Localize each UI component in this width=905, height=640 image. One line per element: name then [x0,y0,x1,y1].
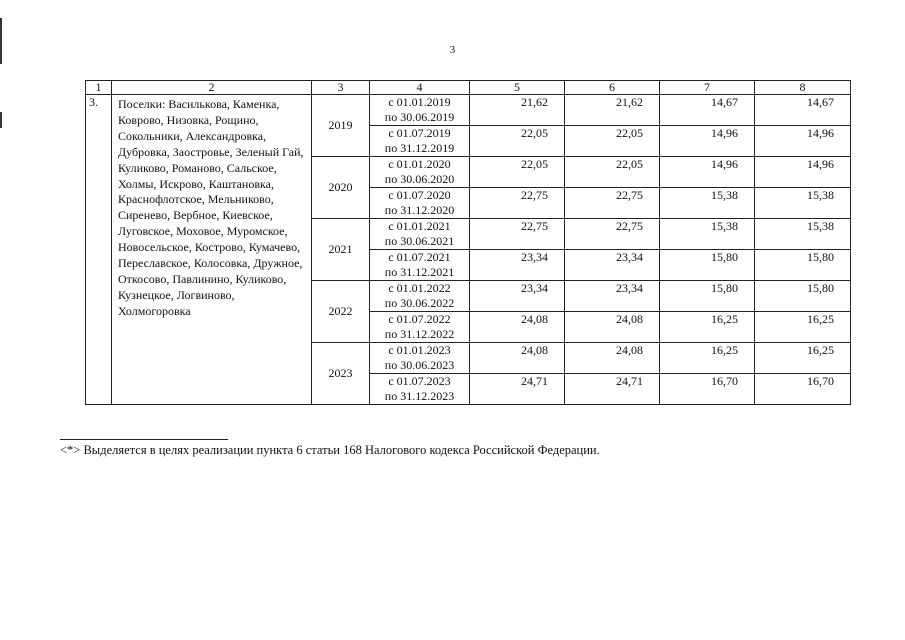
period-cell [370,281,470,312]
value-cell: 15,38 [660,188,755,219]
period-to: по 31.12.2019 [384,141,455,155]
value-cell: 22,05 [470,157,565,188]
value-cell: 24,08 [565,343,660,374]
settlements-list: Поселки: Василькова, Каменка, Коврово, Низовка, Рощино, Сокольники, Александровка, Дубровка, Заостровье, Зеленый Гай, Куликово, Романово, Сальское, Холмы, Искрово, Каштановка, Краснофлотское, Мельниково, Сиренево, Вербное, Киевское, Луговское, Моховое, Муромское, Новосельское, Кострово, Кумачево, Переславское, Колосовка, Дружное, Откосово, Павлинино, Куликово, Кузнецкое, Логвиново, Холмогоровка [112,95,312,405]
value-cell: 21,62 [565,95,660,126]
value-cell: 15,80 [755,281,851,312]
value-cell: 14,96 [755,157,851,188]
tariff-table [85,80,851,405]
value-cell: 23,34 [470,250,565,281]
period-to: по 30.06.2023 [384,358,455,372]
value-cell: 15,80 [660,281,755,312]
value-cell: 16,25 [755,343,851,374]
value-cell: 24,08 [565,312,660,343]
column-header: 3 [312,81,370,95]
table-header-row [86,81,851,95]
margin-mark-bottom [0,112,2,128]
column-header: 8 [755,81,851,95]
period-cell [370,343,470,374]
column-header: 6 [565,81,660,95]
period-to: по 30.06.2020 [384,172,455,186]
value-cell: 14,67 [755,95,851,126]
period-to: по 31.12.2022 [384,327,455,341]
year-cell: 2021 [312,219,370,281]
period-cell [370,250,470,281]
period-cell [370,126,470,157]
period-from: с 01.07.2021 [388,250,451,264]
value-cell: 16,25 [660,312,755,343]
value-cell: 23,34 [565,250,660,281]
period-to: по 30.06.2022 [384,296,455,310]
year-cell: 2023 [312,343,370,405]
period-cell [370,157,470,188]
footnote-divider [60,439,228,440]
period-cell [370,312,470,343]
period-from: с 01.01.2020 [388,157,451,171]
column-header: 5 [470,81,565,95]
period-cell [370,374,470,405]
value-cell: 15,80 [660,250,755,281]
value-cell: 23,34 [565,281,660,312]
year-cell: 2019 [312,95,370,157]
period-to: по 31.12.2023 [384,389,455,403]
value-cell: 14,96 [755,126,851,157]
value-cell: 15,80 [755,250,851,281]
value-cell: 15,38 [755,188,851,219]
value-cell: 14,96 [660,157,755,188]
period-to: по 30.06.2019 [384,110,455,124]
value-cell: 15,38 [755,219,851,250]
period-from: с 01.07.2020 [388,188,451,202]
value-cell: 16,25 [660,343,755,374]
period-to: по 30.06.2021 [384,234,455,248]
value-cell: 16,70 [755,374,851,405]
period-from: с 01.01.2023 [388,343,451,357]
value-cell: 22,05 [565,157,660,188]
table-row [86,95,851,126]
value-cell: 21,62 [470,95,565,126]
year-cell: 2020 [312,157,370,219]
value-cell: 24,71 [470,374,565,405]
period-from: с 01.01.2021 [388,219,451,233]
column-header: 7 [660,81,755,95]
row-number: 3. [86,95,112,405]
column-header: 1 [86,81,112,95]
period-to: по 31.12.2020 [384,203,455,217]
value-cell: 22,75 [470,219,565,250]
value-cell: 22,75 [565,219,660,250]
value-cell: 14,67 [660,95,755,126]
margin-mark-top [0,18,2,64]
column-header: 2 [112,81,312,95]
period-to: по 31.12.2021 [384,265,455,279]
value-cell: 24,71 [565,374,660,405]
year-cell: 2022 [312,281,370,343]
period-cell [370,95,470,126]
value-cell: 22,05 [565,126,660,157]
value-cell: 22,75 [470,188,565,219]
value-cell: 24,08 [470,312,565,343]
value-cell: 14,96 [660,126,755,157]
value-cell: 16,70 [660,374,755,405]
period-from: с 01.07.2019 [388,126,451,140]
column-header: 4 [370,81,470,95]
period-cell [370,219,470,250]
period-from: с 01.07.2023 [388,374,451,388]
value-cell: 15,38 [660,219,755,250]
value-cell: 16,25 [755,312,851,343]
footnote: <*> Выделяется в целях реализации пункта 6 статьи 168 Налогового кодекса Российской Федерации. [60,443,600,457]
value-cell: 23,34 [470,281,565,312]
period-from: с 01.07.2022 [388,312,451,326]
period-from: с 01.01.2019 [388,95,451,109]
value-cell: 22,75 [565,188,660,219]
value-cell: 22,05 [470,126,565,157]
period-cell [370,188,470,219]
page-number: 3 [449,44,456,56]
period-from: с 01.01.2022 [388,281,451,295]
value-cell: 24,08 [470,343,565,374]
